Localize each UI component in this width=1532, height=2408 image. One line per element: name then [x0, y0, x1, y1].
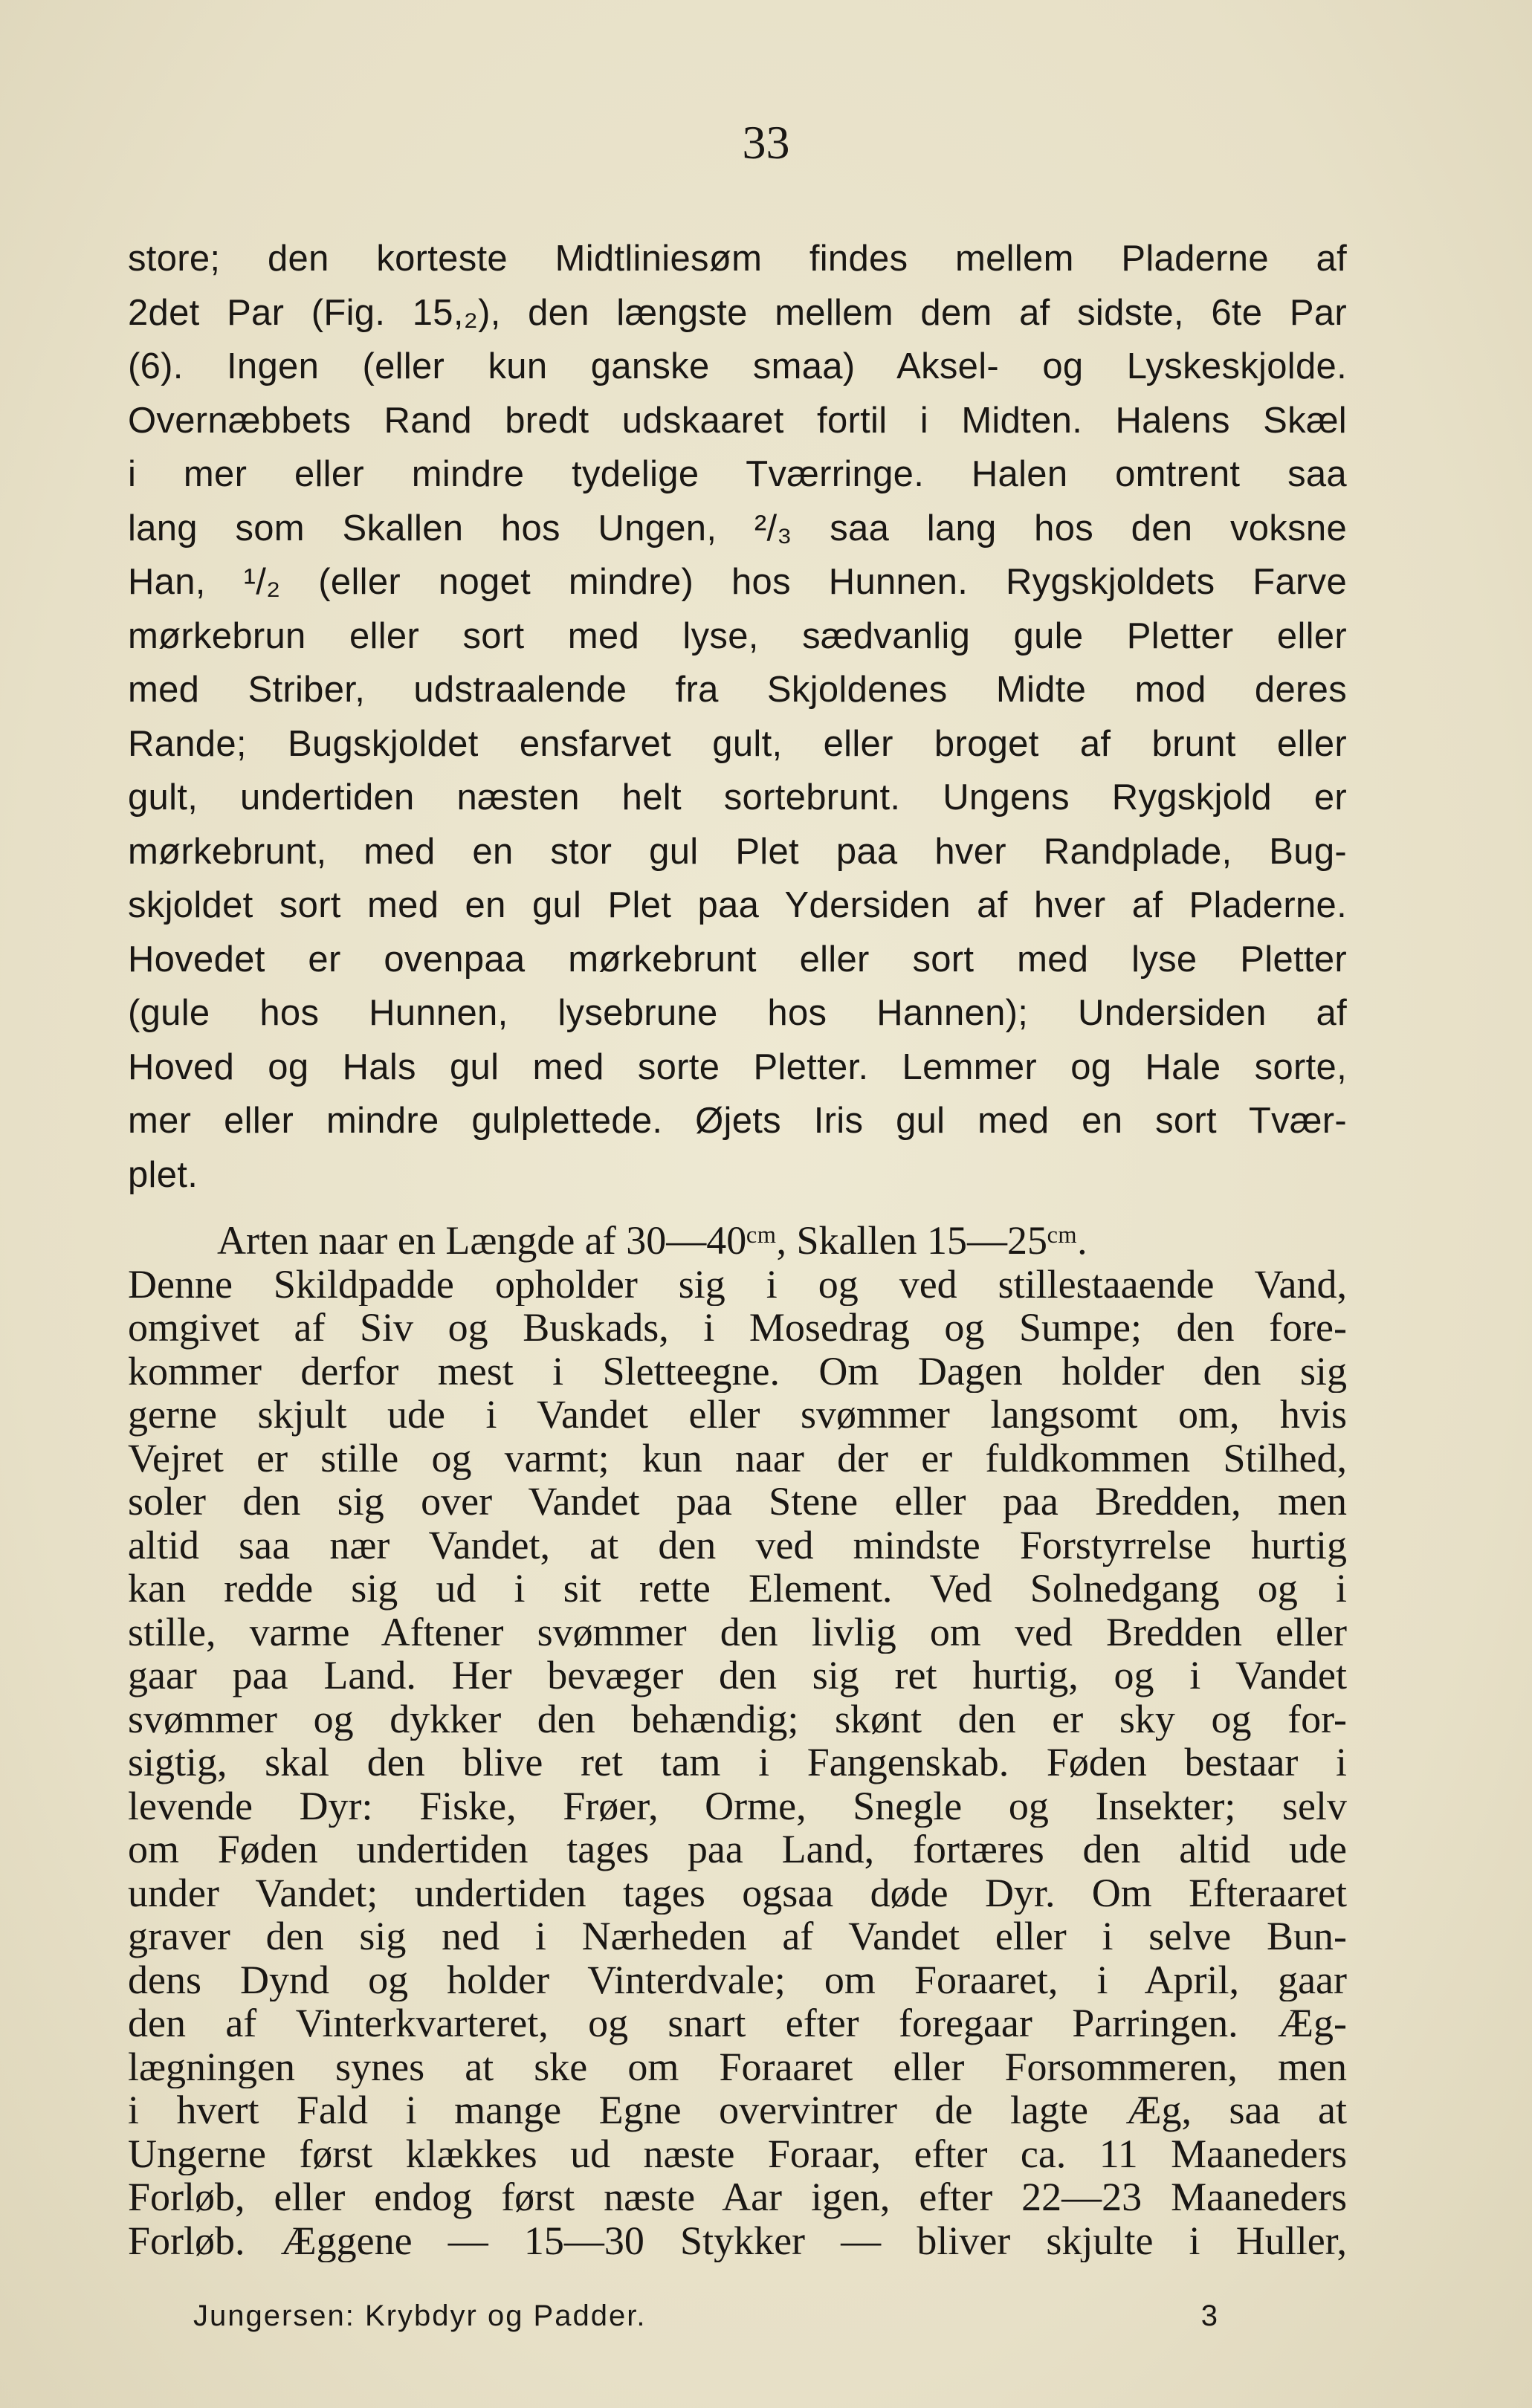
text-line: skjoldet sort med en gul Plet paa Ydersiden af hver af Pladerne.: [128, 885, 1347, 925]
text-line: altid saa nær Vandet, at den ved mindste Forstyrrelse hurtig: [128, 1523, 1347, 1567]
text-line: Ungerne først klækkes ud næste Foraar, efter ca. 11 Maaneders: [128, 2132, 1347, 2175]
text-line: Overnæbbets Rand bredt udskaaret fortil i Midten. Halens Skæl: [128, 400, 1347, 441]
text-line: mørkebrun eller sort med lyse, sædvanlig gule Pletter eller: [128, 615, 1347, 656]
page-number: 33: [742, 116, 790, 169]
text-line: kommer derfor mest i Sletteegne. Om Dagen holder den sig: [128, 1349, 1347, 1393]
text-line: under Vandet; undertiden tages ogsaa døde Dyr. Om Efteraaret: [128, 1871, 1347, 1915]
text-line: gaar paa Land. Her bevæger den sig ret hurtig, og i Vandet: [128, 1654, 1347, 1697]
printer-signature: Jungersen: Krybdyr og Padder.: [193, 2299, 647, 2332]
text-line: lægningen synes at ske om Foraaret eller Forsommeren, men: [128, 2045, 1347, 2088]
text-line: Hoved og Hals gul med sorte Pletter. Lemmer og Hale sorte,: [128, 1046, 1347, 1087]
text-line: store; den korteste Midtliniesøm findes mellem Pladerne af: [128, 239, 1347, 279]
text-line: kan redde sig ud i sit rette Element. Ved Solnedgang og i: [128, 1567, 1347, 1611]
text-line: Han, ¹/₂ (eller noget mindre) hos Hunnen. Rygskjoldets Farve: [128, 562, 1347, 602]
text-line: lang som Skallen hos Ungen, ²/₃ saa lang hos den voksne: [128, 508, 1347, 548]
text-line: svømmer og dykker den behændig; skønt den er sky og for-: [128, 1697, 1347, 1741]
text-line: stille, varme Aftener svømmer den livlig om ved Bredden eller: [128, 1610, 1347, 1654]
text-line: soler den sig over Vandet paa Stene eller paa Bredden, men: [128, 1480, 1347, 1524]
text-line: den af Vinterkvarteret, og snart efter foregaar Parringen. Æg-: [128, 2001, 1347, 2045]
text-line: sigtig, skal den blive ret tam i Fangenskab. Føden bestaar i: [128, 1741, 1347, 1784]
description-paragraph: [128, 232, 1347, 1202]
text-line: mørkebrunt, med en stor gul Plet paa hver Randplade, Bug-: [128, 831, 1347, 872]
text-line: levende Dyr: Fiske, Frøer, Orme, Snegle og Insekter; selv: [128, 1784, 1347, 1828]
text-line: Arten naar en Længde af 30—40ᶜᵐ, Skallen 15—25ᶜᵐ.: [217, 1219, 1087, 1263]
text-line: i hvert Fald i mange Egne overvintrer de lagte Æg, saa at: [128, 2088, 1347, 2132]
text-line: Rande; Bugskjoldet ensfarvet gult, eller broget af brunt eller: [128, 723, 1347, 764]
text-line: Vejret er stille og varmt; kun naar der er fuldkommen Stilhed,: [128, 1436, 1347, 1480]
text-line: Forløb, eller endog først næste Aar igen, efter 22—23 Maaneders: [128, 2175, 1347, 2219]
text-line: dens Dynd og holder Vinterdvale; om Foraaret, i April, gaar: [128, 1958, 1347, 2001]
text-line: Hovedet er ovenpaa mørkebrunt eller sort med lyse Pletter: [128, 939, 1347, 980]
text-line: om Føden undertiden tages paa Land, fortæres den altid ude: [128, 1828, 1347, 1871]
text-line: 2det Par (Fig. 15,₂), den længste mellem dem af sidste, 6te Par: [128, 292, 1347, 333]
sheet-number: 3: [1200, 2299, 1219, 2332]
text-line: (gule hos Hunnen, lysebrune hos Hannen); Undersiden af: [128, 993, 1347, 1033]
text-line: graver den sig ned i Nærheden af Vandet eller i selve Bun-: [128, 1915, 1347, 1958]
text-line: gult, undertiden næsten helt sortebrunt. Ungens Rygskjold er: [128, 777, 1347, 818]
text-line: Forløb. Æggene — 15—30 Stykker — bliver skjulte i Huller,: [128, 2218, 1347, 2262]
text-line: med Striber, udstraalende fra Skjoldenes Midte mod deres: [128, 670, 1347, 710]
text-line: Denne Skildpadde opholder sig i og ved stillestaaende Vand,: [128, 1262, 1347, 1306]
text-line: i mer eller mindre tydelige Tværringe. Halen omtrent saa: [128, 454, 1347, 494]
habitat-paragraph: [128, 1219, 1347, 2262]
text-line: (6). Ingen (eller kun ganske smaa) Aksel- og Lyskeskjolde.: [128, 346, 1347, 386]
text-line: plet.: [128, 1154, 198, 1195]
text-line: omgivet af Siv og Buskads, i Mosedrag og Sumpe; den fore-: [128, 1306, 1347, 1350]
text-line: mer eller mindre gulplettede. Øjets Iris gul med en sort Tvær-: [128, 1101, 1347, 1141]
text-line: gerne skjult ude i Vandet eller svømmer langsomt om, hvis: [128, 1393, 1347, 1437]
